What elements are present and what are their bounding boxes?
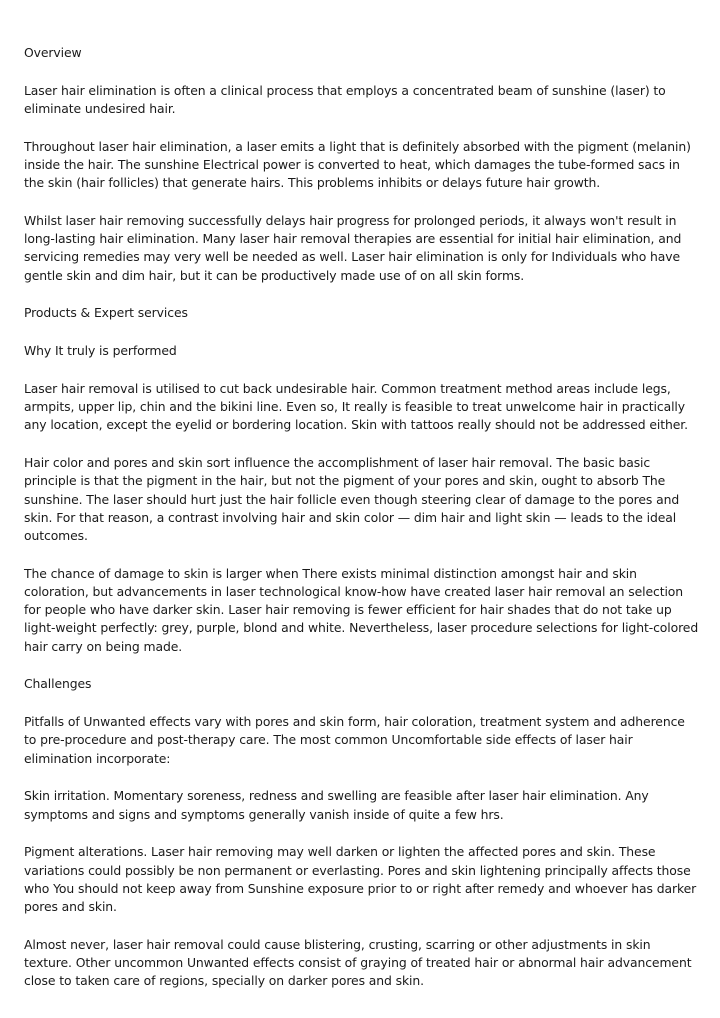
heading-products-services: Products & Expert services: [24, 305, 188, 321]
heading-why-performed: Why It truly is performed: [24, 343, 177, 359]
heading-challenges: Challenges: [24, 676, 92, 692]
paragraph-rare-effects: Almost never, laser hair removal could cause blistering, crusting, scarring or other adjustments in skin texture. Other uncommon Unwanted effects consist of graying of treated hair or abnormal hair advancement close to taken care of regions, specially on darker pores and skin.: [24, 936, 692, 989]
paragraph-intro: Laser hair elimination is often a clinical process that employs a concentrated beam of sunshine (laser) to eliminate undesired hair.: [24, 82, 666, 116]
paragraph-effectiveness: Whilst laser hair removing successfully delays hair progress for prolonged periods, it always won't result in long-lasting hair elimination. Many laser hair removal therapies are essential for initial hair elimination, and servicing remedies may very well be needed as well. Laser hair elimination is only for Individuals who have gentle skin and dim hair, but it can be productively made use of on all skin forms.: [24, 213, 682, 283]
paragraph-skin-damage: The chance of damage to skin is larger when There exists minimal distinction amongst hair and skin coloration, but advancements in laser technological know-how have created laser hair removal an selection for people who have darker skin. Laser hair removing is fewer efficient for hair shades that do not take up light-weight perfectly: grey, purple, blond and white. Nevertheless, laser procedure selections for light-colored hair carry on being made.: [24, 565, 699, 654]
document-body: [24, 44, 700, 1010]
paragraph-pigment: Pigment alterations. Laser hair removing may well darken or lighten the affected pores and skin. These variations could possibly be non permanent or everlasting. Pores and skin lightening principally affects those who You should not keep away from Sunshine exposure prior to or right after remedy and whoever has darker pores and skin.: [24, 844, 697, 915]
paragraph-process: Throughout laser hair elimination, a laser emits a light that is definitely absorbed with the pigment (melanin) inside the hair. The sunshine Electrical power is converted to heat, which damages the tube-formed sacs in the skin (hair follicles) that generate hairs. This problems inhibits or delays future hair growth.: [24, 138, 691, 191]
paragraph-side-effects: Pitfalls of Unwanted effects vary with pores and skin form, hair coloration, treatment system and adherence to pre-procedure and post-therapy care. The most common Uncomfortable side effects of laser hair elimination incorporate:: [24, 714, 685, 766]
paragraph-uses: Laser hair removal is utilised to cut back undesirable hair. Common treatment method areas include legs, armpits, upper lip, chin and the bikini line. Even so, It really is feasible to treat unwelcome hair in practically any location, except the eyelid or bordering location. Skin with tattoos really should not be addressed either.: [24, 381, 688, 433]
paragraph-hair-color: Hair color and pores and skin sort influence the accomplishment of laser hair removal. The basic basic principle is that the pigment in the hair, but not the pigment of your pores and skin, ought to absorb The sunshine. The laser should hurt just the hair follicle even though steering clear of damage to the pores and skin. For that reason, a contrast involving hair and skin color — dim hair and light skin — leads to the ideal outcomes.: [24, 455, 680, 544]
paragraph-skin-irritation: Skin irritation. Momentary soreness, redness and swelling are feasible after laser hair elimination. Any symptoms and signs and symptoms generally vanish inside of quite a few hrs.: [24, 788, 649, 822]
heading-overview: Overview: [24, 45, 82, 60]
